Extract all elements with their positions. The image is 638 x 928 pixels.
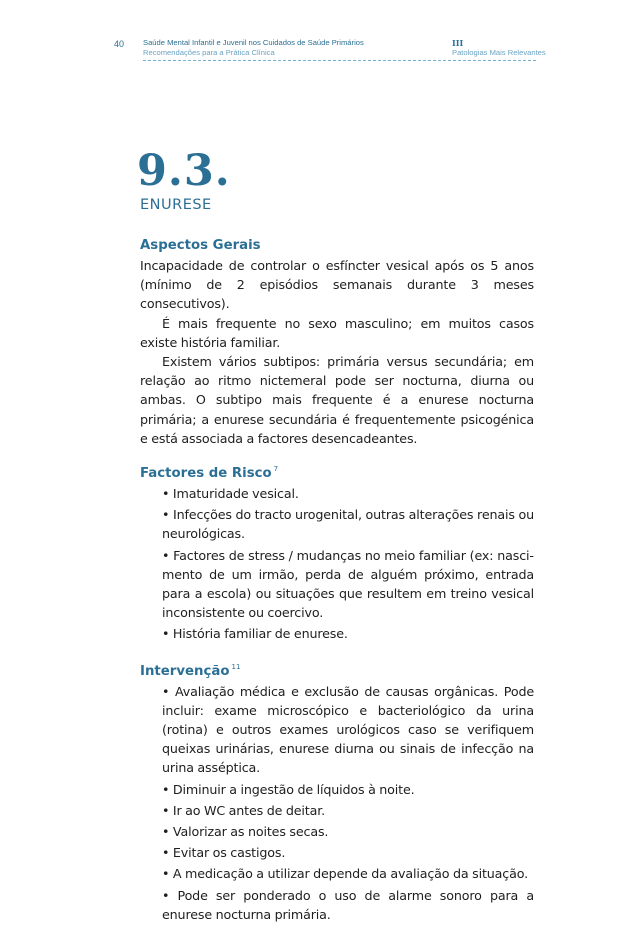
intervention-list [140,682,534,924]
list-item: • Valorizar as noites secas. [162,822,534,841]
list-item: • Pode ser ponderado o uso de alarme sonoro para a enurese nocturna primária. [162,886,534,924]
running-header-left [143,38,443,58]
list-item: • A medicação a utilizar depende da avaliação da situação. [162,864,534,883]
heading-factores-de-risco [140,459,534,484]
list-item: • Imaturidade vesical. [162,484,534,503]
page-number: 40 [114,39,125,49]
heading-intervencao [140,657,534,682]
list-item: • História familiar de enurese. [162,624,534,643]
spacer [140,448,534,459]
list-item: • Factores de stress / mudanças no meio familiar (ex: nascimento de um irmão, perda de alguém próximo, entrada para a escola) ou situações que resultem em treino vesical inconsistente ou coercivo. [162,546,534,623]
part-number: III [452,38,464,48]
main-content [140,236,534,926]
book-subtitle: Recomendações para a Prática Clínica [143,48,275,57]
reference-marker: 11 [231,662,241,671]
list-item: • Avaliação médica e exclusão de causas orgânicas. Pode incluir: exame microscópico e bacteriológico da urina (rotina) e outros exames urológicos caso se verifiquem queixas urinárias, enurese diurna ou sinais de infecção na urina asséptica. [162,682,534,778]
reference-marker: 7 [273,465,279,474]
paragraph: É mais frequente no sexo masculino; em muitos casos existe história familiar. [140,315,534,350]
list-item: • Infecções do tracto urogenital, outras alterações renais ou neurológicas. [162,505,534,543]
section-title: ENURESE [140,197,212,213]
spacer [140,646,534,657]
list-item: • Ir ao WC antes de deitar. [162,801,534,820]
header-divider [143,60,536,61]
running-header-right [452,38,546,58]
part-title: Patologias Mais Relevantes [452,48,546,57]
list-item: • Evitar os castigos. [162,843,534,862]
section-number: 9.3. [137,146,231,196]
heading-text: Intervenção [140,663,230,679]
heading-text: Factores de Risco [140,466,272,482]
paragraph: Incapacidade de controlar o esfíncter vesical após os 5 anos (mínimo de 2 episódios semanais durante 3 meses consecutivos). [140,258,534,312]
risk-factors-list [140,484,534,644]
heading-aspectos-gerais: Aspectos Gerais [140,238,261,253]
paragraph: Existem vários subtipos: primária versus secundária; em relação ao ritmo nictemeral pode ser nocturna, diurna ou ambas. O subtipo mais frequente é a enurese nocturna primária; a enurese secundária é frequentemente psicogénica e está associada a factores desencadeantes. [140,354,534,446]
list-item: • Diminuir a ingestão de líquidos à noite. [162,780,534,799]
book-title: Saúde Mental Infantil e Juvenil nos Cuidados de Saúde Primários [143,38,364,47]
